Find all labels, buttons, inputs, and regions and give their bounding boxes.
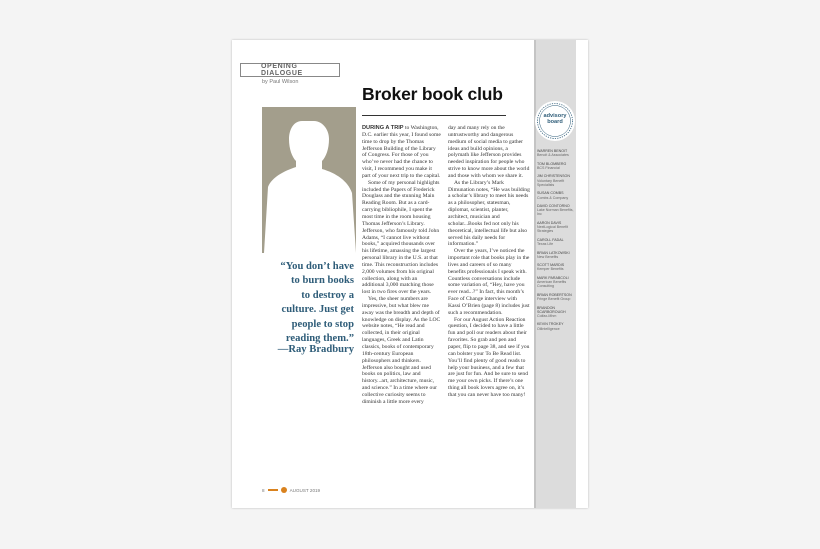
issue-date: AUGUST 2019 <box>289 487 321 493</box>
advisor-company: Kemper Benefits <box>537 267 564 272</box>
advisor-entry <box>537 263 577 271</box>
article-headline: Broker book club <box>362 84 503 104</box>
article-paragraph <box>362 125 441 180</box>
article-paragraph: Yes, the sheer numbers are impressive, but what blew me away was the breadth and depth of knowledge on display. As the LOC website notes, “He read and collected, in their original languages, Greek and Latin classics, books of contemporary 18th-century European philosophers and thinkers. Jefferson also bought and used books on politics, law and history...art, architecture, music, and science.” In a time where our collective curiosity seems to diminish a little more every <box>362 296 441 405</box>
advisor-name: WARREN BENOIT <box>537 149 568 153</box>
pullquote-line: to burn books <box>291 275 354 287</box>
advisor-name: SUSAN COMBS <box>537 191 564 196</box>
article-column-1 <box>362 125 441 406</box>
advisor-company: NextLogical Benefit Strategies <box>537 225 568 234</box>
advisor-entry <box>537 251 577 259</box>
advisor-entry <box>537 174 577 187</box>
advisor-name: SCOTT MARDIS <box>537 263 565 268</box>
advisor-entry <box>537 293 577 301</box>
advisor-company: OilIntelligence <box>537 326 560 331</box>
advisor-company: American Benefits Consulting <box>537 280 567 289</box>
advisor-name: KEVIN TROKEY <box>537 322 564 327</box>
page-footer <box>262 487 320 493</box>
advisor-name: DAVID CONTORNO <box>537 204 570 209</box>
advisor-name: BRANDON SCARBOROUGH <box>537 305 566 314</box>
section-label: OPENING DIALOGUE <box>261 63 303 77</box>
person-silhouette-icon <box>262 107 356 253</box>
article-paragraph: As the Library’s Mark Dimunation notes, “He was building a scholar’s library to meet his needs as a philosopher, statesman, diplomat, scientist, planter, architect, musician and scholar...Books fed not only his theoretical, intellectual life but also served his daily needs for information.” <box>448 179 530 248</box>
advisor-company: Fringe Benefit Group <box>537 297 571 302</box>
advisor-company: BCS Financial <box>537 165 560 170</box>
magazine-logo-icon <box>281 487 287 493</box>
advisor-company: New Benefits <box>537 254 559 259</box>
pullquote <box>262 260 354 346</box>
article-paragraph: For our August Action Reaction question, I decided to have a little fun and poll our readers about their favorites. So grab and pen and paper, flip to page 38, and see if you can bolster your To Be Read list. You’ll find plenty of good reads to help your business, and a few that are just for fun. And be sure to send me your own picks. If there’s one thing all book lovers agree on, it’s that you can never have too many! <box>448 316 530 398</box>
headline-divider <box>362 115 506 116</box>
advisor-entry <box>537 322 577 330</box>
advisor-company: Voluntary Benefit Specialists <box>537 178 565 187</box>
badge-title-line: board <box>547 119 563 126</box>
footer-divider <box>268 489 278 491</box>
advisor-name: BRIAN ROBERTSON <box>537 292 572 297</box>
article-column-2 <box>448 125 530 399</box>
section-label-box <box>240 63 340 77</box>
pullquote-line: people to stop <box>291 318 354 330</box>
advisor-name: MARK PARABCOLI <box>537 275 569 280</box>
advisor-name: AARON DAVIS <box>537 220 562 225</box>
advisor-entry <box>537 238 577 246</box>
advisor-name: CAROLL FADAL <box>537 237 564 242</box>
advisor-entry <box>537 221 577 234</box>
byline: by Paul Wilson <box>262 79 299 85</box>
pullquote-attribution: —Ray Bradbury <box>277 344 354 355</box>
pullquote-line: “You don’t have <box>280 261 354 272</box>
advisor-list <box>537 149 577 335</box>
badge-title-line: advisory <box>543 113 567 119</box>
advisor-entry <box>537 306 577 319</box>
advisor-name: BRIAN LATKOWSKI <box>537 250 570 255</box>
article-paragraph: Over the years, I’ve noticed the important role that books play in the lives and careers of so many benefits professionals I speak with. Countless conversations include some variation of, “Hey, have you ever read...?” In fact, this month’s Face of Change interview with Kassi O’Brien (page 8) includes just such a recommendation. <box>448 248 530 316</box>
advisor-company: Lake Norman Benefits, Inc <box>537 208 574 217</box>
pullquote-line: to destroy a <box>301 289 354 301</box>
advisor-company: Texas Life <box>537 242 554 247</box>
advisor-company: Benoit & Associates <box>537 153 569 158</box>
advisor-entry <box>537 191 577 199</box>
lead-in: DURING A TRIP <box>362 125 404 131</box>
page-number: 8 <box>262 487 265 493</box>
advisor-company: Combs & Company <box>537 195 569 200</box>
advisor-entry <box>537 162 577 170</box>
advisor-company: Colfax-Mhm <box>537 313 557 318</box>
advisor-entry <box>537 276 577 289</box>
advisor-entry <box>537 204 577 217</box>
advisor-name: TOM BLOMBERG <box>537 161 567 166</box>
pullquote-line: culture. Just get <box>281 304 354 316</box>
article-paragraph: day and many rely on the untrustworthy and dangerous medium of social media to gather ideas and build opinions, a polymath like Jefferson provides needed inspiration for people who strive to know more about the world and those with whom we share it. <box>448 125 530 179</box>
advisory-board-title <box>534 113 576 125</box>
advisor-entry <box>537 149 577 157</box>
pullquote-line: reading them.” <box>285 333 354 345</box>
advisor-name: JIM CHRISTENSON <box>537 174 570 179</box>
paragraph-text: to Washington, D.C. earlier this year, I found some time to drop by the Thomas Jefferson Building of the Library of Congress. For those of you who’ve never had the chance to visit, I recommend you make it part of your next trip to the capital. <box>362 125 441 179</box>
author-photo-placeholder <box>262 107 356 253</box>
article-paragraph: Some of my personal highlights included the Papers of Frederick Douglass and the stunning Main Reading Room. But as a card-carrying bibliophile, I spent the most time in the room housing Thomas Jefferson’s Library. Jefferson, who famously told John Adams, “I cannot live without books,” acquired thousands over his lifetime, amassing the largest personal library in the U.S. at that time. This reconstruction includes 2,000 volumes from his original collection, along with an additional 3,000 matching those lost in two fires over the years. <box>362 179 440 296</box>
